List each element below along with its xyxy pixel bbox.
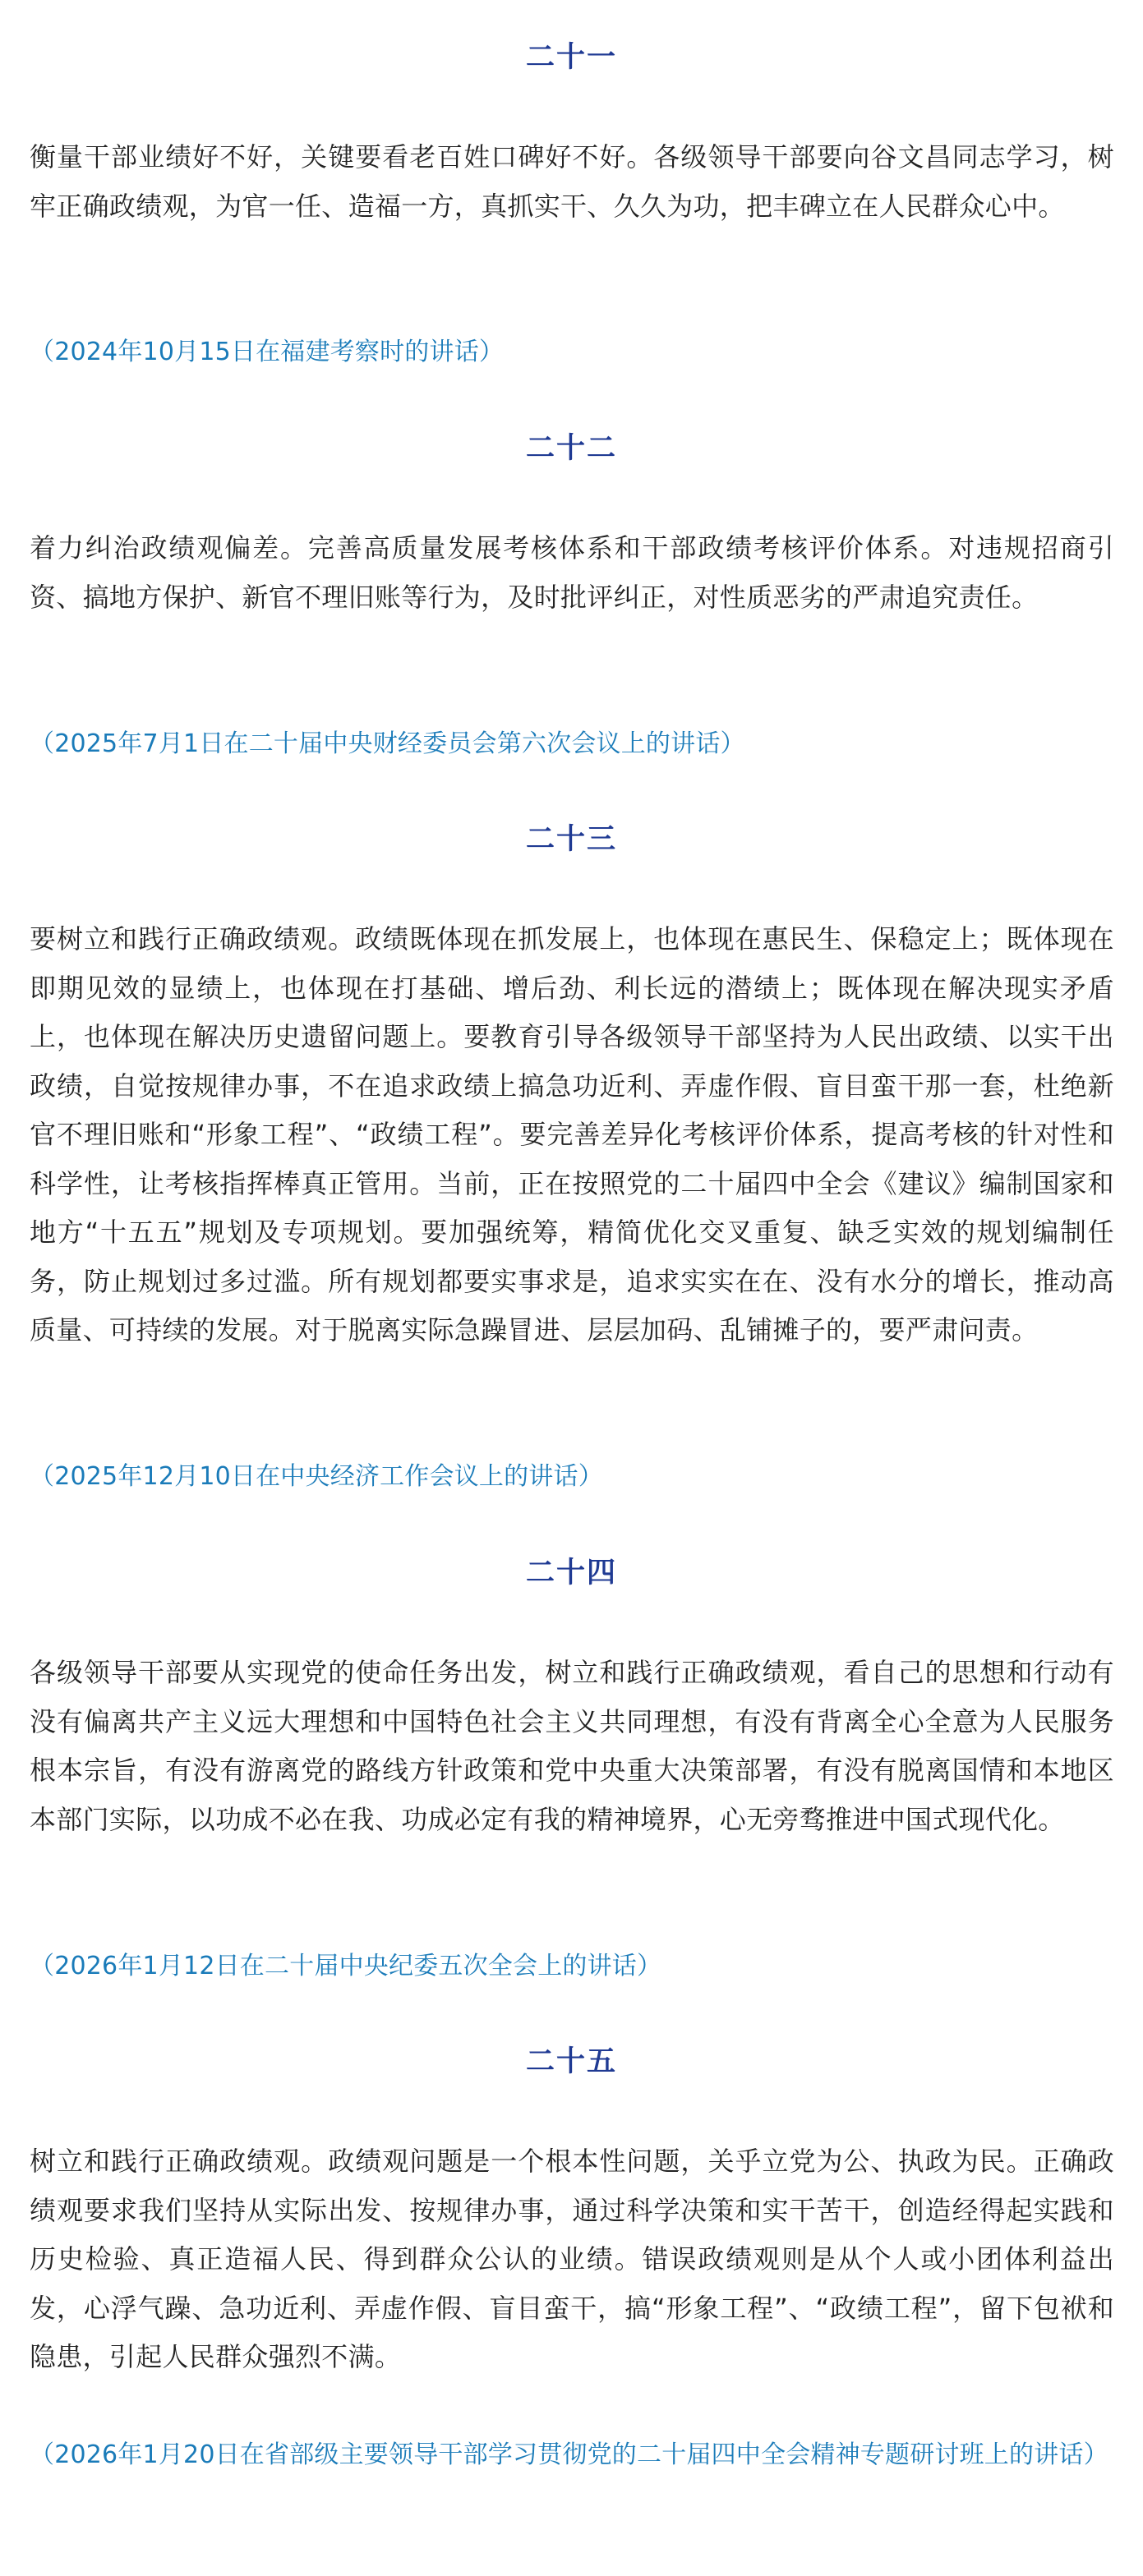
- section-source: （2025年7月1日在二十届中央财经委员会第六次会议上的讲话）: [30, 729, 745, 758]
- section-heading: 二十二: [525, 432, 617, 465]
- section-body: 各级领导干部要从实现党的使命任务出发，树立和践行正确政绩观，看自己的思想和行动有没有偏离共产主义远大理想和中国特色社会主义共同理想，有没有背离全心全意为人民服务根本宗旨，有没有游离党的路线方针政策和党中央重大决策部署，有没有脱离国情和本地区本部门实际，以功成不必在我、功成必定有我的精神境界，心无旁骛推进中国式现代化。: [30, 1657, 1114, 1835]
- section-source: （2024年10月15日在福建考察时的讲话）: [30, 338, 505, 366]
- section-source: （2026年1月20日在省部级主要领导干部学习贯彻党的二十届四中全会精神专题研讨班上的讲话）: [30, 2440, 1108, 2469]
- section-body: 要树立和践行正确政绩观。政绩既体现在抓发展上，也体现在惠民生、保稳定上；既体现在即期见效的显绩上，也体现在打基础、增后劲、利长远的潜绩上；既体现在解决现实矛盾上，也体现在解决历史遗留问题上。要教育引导各级领导干部坚持为人民出政绩、以实干出政绩，自觉按规律办事，不在追求政绩上搞急功近利、弄虚作假、盲目蛮干那一套，杜绝新官不理旧账和“形象工程”、“政绩工程”。要完善差异化考核评价体系，提高考核的针对性和科学性，让考核指挥棒真正管用。当前，正在按照党的二十届四中全会《建议》编制国家和地方“十五五”规划及专项规划。要加强统筹，精简优化交叉重复、缺乏实效的规划编制任务，防止规划过多过滥。所有规划都要实事求是，追求实实在在、没有水分的增长，推动高质量、可持续的发展。对于脱离实际急躁冒进、层层加码、乱铺摊子的，要严肃问责。: [30, 923, 1114, 1346]
- section-source: （2025年12月10日在中央经济工作会议上的讲话）: [30, 1462, 603, 1491]
- section-source: （2026年1月12日在二十届中央纪委五次全会上的讲话）: [30, 1952, 662, 1980]
- section-heading: 二十一: [525, 41, 617, 74]
- section-heading: 二十五: [525, 2045, 617, 2078]
- section-heading: 二十四: [525, 1557, 617, 1589]
- section-body: 树立和践行正确政绩观。政绩观问题是一个根本性问题，关乎立党为公、执政为民。正确政绩观要求我们坚持从实际出发、按规律办事，通过科学决策和实干苦干，创造经得起实践和历史检验、真正造福人民、得到群众公认的业绩。错误政绩观则是从个人或小团体利益出发，心浮气躁、急功近利、弄虚作假、盲目蛮干，搞“形象工程”、“政绩工程”，留下包袱和隐患，引起人民群众强烈不满。: [30, 2146, 1114, 2372]
- section-heading: 二十三: [525, 823, 617, 856]
- section-body: 衡量干部业绩好不好，关键要看老百姓口碑好不好。各级领导干部要向谷文昌同志学习，树牢正确政绩观，为官一任、造福一方，真抓实干、久久为功，把丰碑立在人民群众心中。: [30, 141, 1114, 222]
- section-body: 着力纠治政绩观偏差。完善高质量发展考核体系和干部政绩考核评价体系。对违规招商引资、搞地方保护、新官不理旧账等行为，及时批评纠正，对性质恶劣的严肃追究责任。: [30, 532, 1114, 613]
